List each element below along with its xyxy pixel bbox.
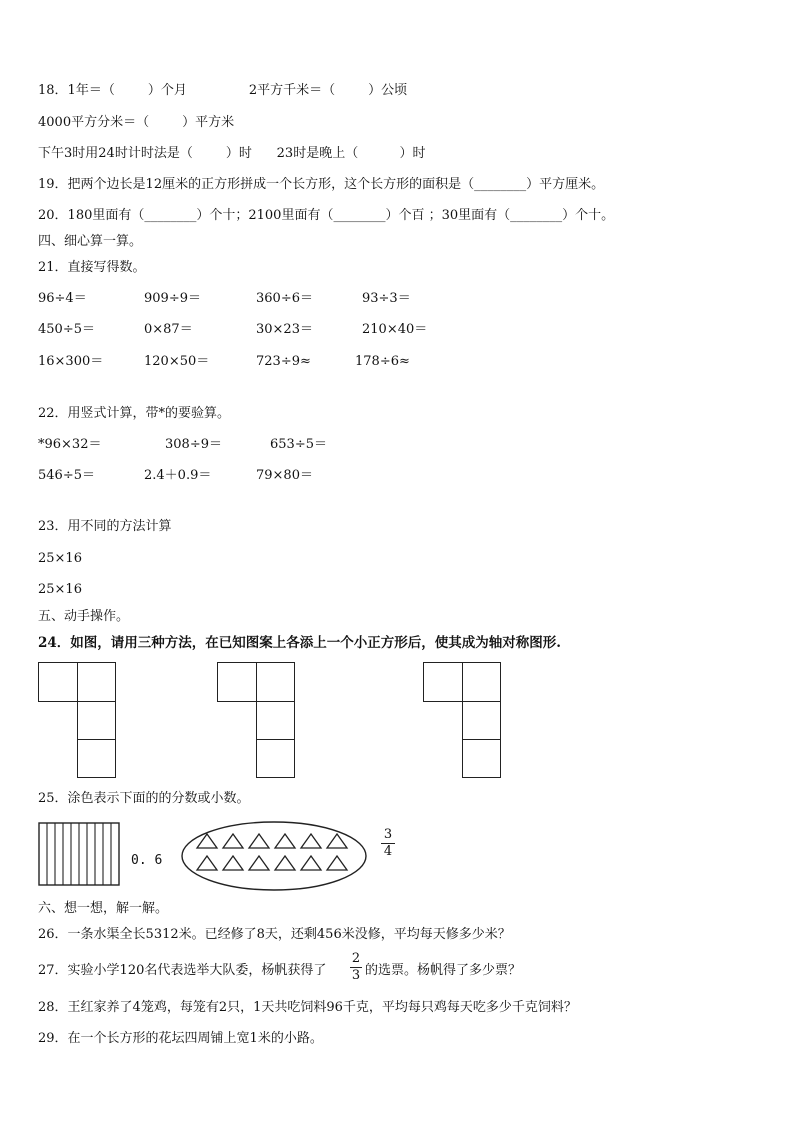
calc21-r2c1: 120×50＝ (144, 354, 210, 369)
q27-text-after: 的选票。杨帆得了多少票？ (365, 963, 522, 978)
square (77, 662, 116, 702)
square (77, 739, 116, 778)
calc21-r0c3: 93÷3＝ (362, 291, 411, 306)
calc21-r1c2: 30×23＝ (256, 322, 313, 337)
calc21-r0c2: 360÷6＝ (256, 291, 313, 306)
q25-text: 25．涂色表示下面的的分数或小数。 (38, 791, 250, 806)
square (256, 701, 295, 740)
q18-line2: 4000平方分米＝（ ）平方米 (38, 115, 235, 130)
q23-expr-1: 25×16 (38, 551, 82, 566)
square (462, 739, 501, 778)
q21-text: 21．直接写得数。 (38, 260, 146, 275)
section-6-heading: 六、想一想，解一解。 (38, 901, 169, 916)
calc22-r0c0: *96×32＝ (38, 437, 102, 452)
calc22-r0c2: 653÷5＝ (270, 437, 327, 452)
q28-text: 28．王红家养了4笼鸡，每笼有2只，1天共吃饲料96千克，平均每只鸡每天吃多少千克饲料？ (38, 1000, 577, 1015)
fraction-numerator: 3 (383, 827, 393, 842)
square (462, 662, 501, 702)
fraction-denominator: 3 (351, 968, 361, 983)
q25-ellipse-triangles[interactable] (180, 820, 368, 892)
q18-line3: 下午3时用24时计时法是（ ）时 23时是晚上（ ）时 (38, 146, 426, 161)
section-4-heading: 四、细心算一算。 (38, 234, 143, 249)
square (77, 701, 116, 740)
calc21-r2c2: 723÷9≈ (256, 354, 311, 369)
q19-text: 19．把两个边长是12厘米的正方形拼成一个长方形，这个长方形的面积是（________）平方厘米。 (38, 177, 605, 192)
q27-text-before: 27．实验小学120名代表选举大队委，杨帆获得了 (38, 963, 327, 978)
calc21-r1c0: 450÷5＝ (38, 322, 95, 337)
q27-fraction (350, 952, 362, 983)
q24-figure-3[interactable] (423, 662, 503, 780)
square (423, 662, 463, 702)
q24-figure-2[interactable] (217, 662, 297, 780)
q25-stripe-rectangle[interactable] (38, 822, 120, 886)
section-5-heading: 五、动手操作。 (38, 609, 130, 624)
q24-text: 24．如图，请用三种方法，在已知图案上各添上一个小正方形后，使其成为轴对称图形. (38, 635, 561, 651)
calc22-r1c2: 79×80＝ (256, 468, 313, 483)
q25-fraction (381, 828, 395, 859)
q26-text: 26．一条水渠全长5312米。已经修了8天，还剩456米没修，平均每天修多少米？ (38, 927, 511, 942)
q24-figure-1[interactable] (38, 662, 118, 780)
calc21-r1c3: 210×40＝ (362, 322, 428, 337)
calc22-r0c1: 308÷9＝ (165, 437, 222, 452)
q20-text: 20．180里面有（________）个十；2100里面有（________）个百 ；30里面有（________）个十。 (38, 208, 615, 223)
square (462, 701, 501, 740)
q29-text: 29．在一个长方形的花坛四周铺上宽1米的小路。 (38, 1031, 323, 1046)
calc21-r1c1: 0×87＝ (144, 322, 193, 337)
calc21-r0c1: 909÷9＝ (144, 291, 201, 306)
square (217, 662, 257, 702)
q18-line1: 18．1年＝（ ）个月 2平方千米＝（ ）公顷 (38, 83, 408, 98)
square (256, 662, 295, 702)
q22-text: 22．用竖式计算，带*的要验算。 (38, 406, 231, 421)
q23-text: 23．用不同的方法计算 (38, 519, 172, 534)
square (256, 739, 295, 778)
calc22-r1c0: 546÷5＝ (38, 468, 95, 483)
calc21-r0c0: 96÷4＝ (38, 291, 87, 306)
fraction-denominator: 4 (383, 844, 393, 859)
fraction-numerator: 2 (351, 951, 361, 966)
q25-decimal-label: 0. 6 (131, 853, 163, 868)
square (38, 662, 78, 702)
q23-expr-2: 25×16 (38, 582, 82, 597)
calc21-r2c0: 16×300＝ (38, 354, 104, 369)
calc21-r2c3: 178÷6≈ (355, 354, 410, 369)
calc22-r1c1: 2.4＋0.9＝ (144, 468, 212, 483)
